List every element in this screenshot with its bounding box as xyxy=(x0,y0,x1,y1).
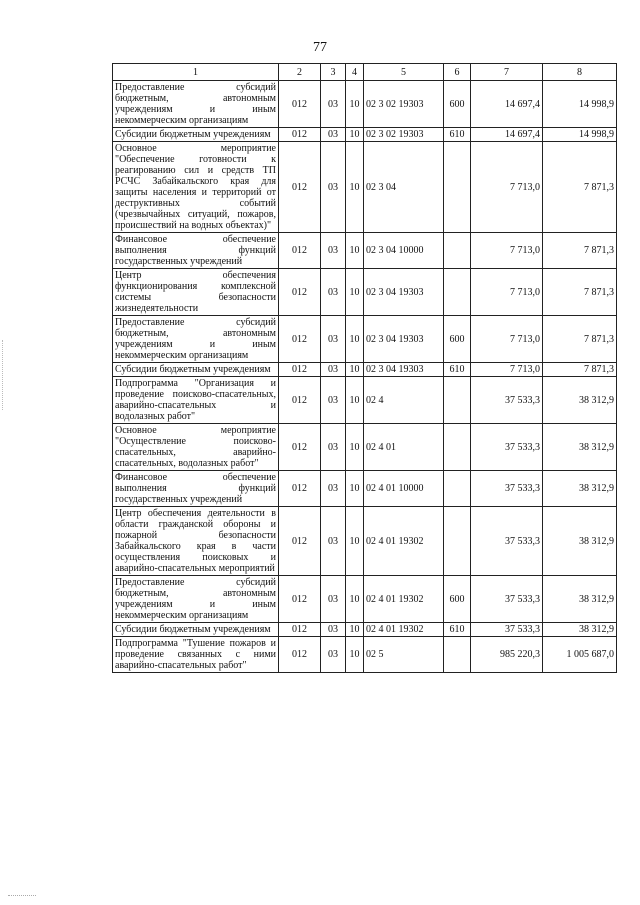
row-target-article: 02 4 01 xyxy=(364,424,444,471)
row-amount-year-2: 38 312,9 xyxy=(543,471,617,507)
row-ministry-code: 012 xyxy=(279,81,321,128)
row-subsection: 10 xyxy=(346,269,364,316)
row-amount-year-1: 14 697,4 xyxy=(471,128,543,142)
row-amount-year-1: 37 533,3 xyxy=(471,424,543,471)
row-subsection: 10 xyxy=(346,576,364,623)
row-target-article: 02 4 01 10000 xyxy=(364,471,444,507)
row-amount-year-2: 1 005 687,0 xyxy=(543,637,617,673)
row-expense-type xyxy=(444,233,471,269)
row-ministry-code: 012 xyxy=(279,424,321,471)
row-subsection: 10 xyxy=(346,233,364,269)
row-amount-year-1: 37 533,3 xyxy=(471,471,543,507)
row-name: Предоставление субсидий бюджетным, автономным учреждениям и иным некоммерческим организациям xyxy=(113,81,279,128)
table-body xyxy=(113,81,617,673)
row-ministry-code: 012 xyxy=(279,233,321,269)
row-section: 03 xyxy=(321,128,346,142)
row-amount-year-1: 7 713,0 xyxy=(471,269,543,316)
row-ministry-code: 012 xyxy=(279,507,321,576)
row-section: 03 xyxy=(321,269,346,316)
row-expense-type xyxy=(444,424,471,471)
row-amount-year-1: 7 713,0 xyxy=(471,363,543,377)
row-amount-year-1: 37 533,3 xyxy=(471,623,543,637)
row-section: 03 xyxy=(321,637,346,673)
table-row xyxy=(113,637,617,673)
row-ministry-code: 012 xyxy=(279,316,321,363)
row-ministry-code: 012 xyxy=(279,142,321,233)
column-header-3: 3 xyxy=(321,64,346,81)
row-expense-type xyxy=(444,142,471,233)
row-expense-type: 600 xyxy=(444,81,471,128)
row-section: 03 xyxy=(321,623,346,637)
row-name: Подпрограмма "Тушение пожаров и проведение связанных с ними аварийно-спасательных работ" xyxy=(113,637,279,673)
row-amount-year-1: 7 713,0 xyxy=(471,233,543,269)
column-header-5: 5 xyxy=(364,64,444,81)
row-target-article: 02 3 04 19303 xyxy=(364,316,444,363)
column-header-8: 8 xyxy=(543,64,617,81)
row-amount-year-2: 38 312,9 xyxy=(543,623,617,637)
row-expense-type: 600 xyxy=(444,316,471,363)
column-header-6: 6 xyxy=(444,64,471,81)
row-subsection: 10 xyxy=(346,377,364,424)
row-name: Предоставление субсидий бюджетным, автономным учреждениям и иным некоммерческим организациям xyxy=(113,316,279,363)
row-amount-year-1: 37 533,3 xyxy=(471,507,543,576)
table-row xyxy=(113,363,617,377)
row-expense-type xyxy=(444,637,471,673)
row-amount-year-2: 38 312,9 xyxy=(543,424,617,471)
row-amount-year-1: 14 697,4 xyxy=(471,81,543,128)
row-amount-year-2: 38 312,9 xyxy=(543,377,617,424)
table-row xyxy=(113,377,617,424)
row-section: 03 xyxy=(321,377,346,424)
table-row xyxy=(113,424,617,471)
row-subsection: 10 xyxy=(346,471,364,507)
row-amount-year-2: 14 998,9 xyxy=(543,128,617,142)
row-name: Субсидии бюджетным учреждениям xyxy=(113,363,279,377)
table-row xyxy=(113,623,617,637)
row-subsection: 10 xyxy=(346,363,364,377)
row-target-article: 02 3 02 19303 xyxy=(364,128,444,142)
row-amount-year-1: 985 220,3 xyxy=(471,637,543,673)
column-header-7: 7 xyxy=(471,64,543,81)
row-expense-type: 610 xyxy=(444,623,471,637)
row-target-article: 02 3 04 10000 xyxy=(364,233,444,269)
row-target-article: 02 3 04 19303 xyxy=(364,269,444,316)
row-amount-year-2: 38 312,9 xyxy=(543,507,617,576)
row-section: 03 xyxy=(321,316,346,363)
row-section: 03 xyxy=(321,233,346,269)
scan-margin-mark xyxy=(2,340,4,410)
row-section: 03 xyxy=(321,424,346,471)
row-expense-type: 610 xyxy=(444,363,471,377)
row-ministry-code: 012 xyxy=(279,363,321,377)
row-subsection: 10 xyxy=(346,81,364,128)
row-section: 03 xyxy=(321,142,346,233)
row-amount-year-2: 14 998,9 xyxy=(543,81,617,128)
row-amount-year-2: 7 871,3 xyxy=(543,142,617,233)
row-name: Подпрограмма "Организация и проведение поисково-спасательных, аварийно-спасательных и водолазных работ" xyxy=(113,377,279,424)
table-row xyxy=(113,576,617,623)
row-subsection: 10 xyxy=(346,637,364,673)
row-target-article: 02 3 04 xyxy=(364,142,444,233)
row-name: Финансовое обеспечение выполнения функций государственных учреждений xyxy=(113,471,279,507)
row-ministry-code: 012 xyxy=(279,377,321,424)
row-amount-year-1: 7 713,0 xyxy=(471,142,543,233)
table-row xyxy=(113,128,617,142)
table-row xyxy=(113,142,617,233)
row-expense-type xyxy=(444,377,471,424)
row-subsection: 10 xyxy=(346,507,364,576)
row-target-article: 02 4 01 19302 xyxy=(364,576,444,623)
row-amount-year-1: 37 533,3 xyxy=(471,377,543,424)
row-subsection: 10 xyxy=(346,128,364,142)
row-amount-year-2: 7 871,3 xyxy=(543,363,617,377)
table-header-row xyxy=(113,64,617,81)
row-name: Предоставление субсидий бюджетным, автономным учреждениям и иным некоммерческим организациям xyxy=(113,576,279,623)
row-amount-year-1: 37 533,3 xyxy=(471,576,543,623)
scan-footer-mark xyxy=(8,895,36,897)
row-target-article: 02 5 xyxy=(364,637,444,673)
row-expense-type xyxy=(444,507,471,576)
row-name: Основное мероприятие "Осуществление поисково-спасательных, аварийно-спасательных, водолазных работ" xyxy=(113,424,279,471)
table-row xyxy=(113,316,617,363)
column-header-2: 2 xyxy=(279,64,321,81)
row-subsection: 10 xyxy=(346,424,364,471)
row-target-article: 02 3 02 19303 xyxy=(364,81,444,128)
row-ministry-code: 012 xyxy=(279,128,321,142)
row-target-article: 02 4 01 19302 xyxy=(364,623,444,637)
row-ministry-code: 012 xyxy=(279,471,321,507)
table-row xyxy=(113,507,617,576)
row-name: Центр обеспечения деятельности в области гражданской обороны и пожарной безопасности Забайкальского края в части осуществления поисковых и аварийно-спасательных мероприятий xyxy=(113,507,279,576)
column-header-4: 4 xyxy=(346,64,364,81)
row-name: Центр обеспечения функционирования комплексной системы безопасности жизнедеятельности xyxy=(113,269,279,316)
row-ministry-code: 012 xyxy=(279,637,321,673)
row-name: Субсидии бюджетным учреждениям xyxy=(113,623,279,637)
row-target-article: 02 4 01 19302 xyxy=(364,507,444,576)
row-expense-type xyxy=(444,471,471,507)
row-section: 03 xyxy=(321,81,346,128)
row-target-article: 02 3 04 19303 xyxy=(364,363,444,377)
row-name: Основное мероприятие "Обеспечение готовности к реагированию сил и средств ТП РСЧС Забайкальского края для защиты населения и территорий от деструктивных событий (чрезвычайных ситуаций, пожаров, происшествий на водных объектах)" xyxy=(113,142,279,233)
row-ministry-code: 012 xyxy=(279,576,321,623)
row-expense-type: 610 xyxy=(444,128,471,142)
row-expense-type: 600 xyxy=(444,576,471,623)
column-header-1: 1 xyxy=(113,64,279,81)
row-section: 03 xyxy=(321,471,346,507)
row-amount-year-2: 7 871,3 xyxy=(543,269,617,316)
row-name: Субсидии бюджетным учреждениям xyxy=(113,128,279,142)
table-row xyxy=(113,471,617,507)
row-amount-year-2: 38 312,9 xyxy=(543,576,617,623)
row-name: Финансовое обеспечение выполнения функций государственных учреждений xyxy=(113,233,279,269)
row-section: 03 xyxy=(321,507,346,576)
row-amount-year-2: 7 871,3 xyxy=(543,316,617,363)
budget-table xyxy=(112,63,617,673)
table-row xyxy=(113,81,617,128)
row-amount-year-2: 7 871,3 xyxy=(543,233,617,269)
row-target-article: 02 4 xyxy=(364,377,444,424)
row-section: 03 xyxy=(321,576,346,623)
table-row xyxy=(113,269,617,316)
row-amount-year-1: 7 713,0 xyxy=(471,316,543,363)
row-ministry-code: 012 xyxy=(279,623,321,637)
page-number: 77 xyxy=(313,40,327,55)
row-section: 03 xyxy=(321,363,346,377)
row-expense-type xyxy=(444,269,471,316)
row-subsection: 10 xyxy=(346,142,364,233)
row-subsection: 10 xyxy=(346,316,364,363)
row-subsection: 10 xyxy=(346,623,364,637)
row-ministry-code: 012 xyxy=(279,269,321,316)
table-row xyxy=(113,233,617,269)
